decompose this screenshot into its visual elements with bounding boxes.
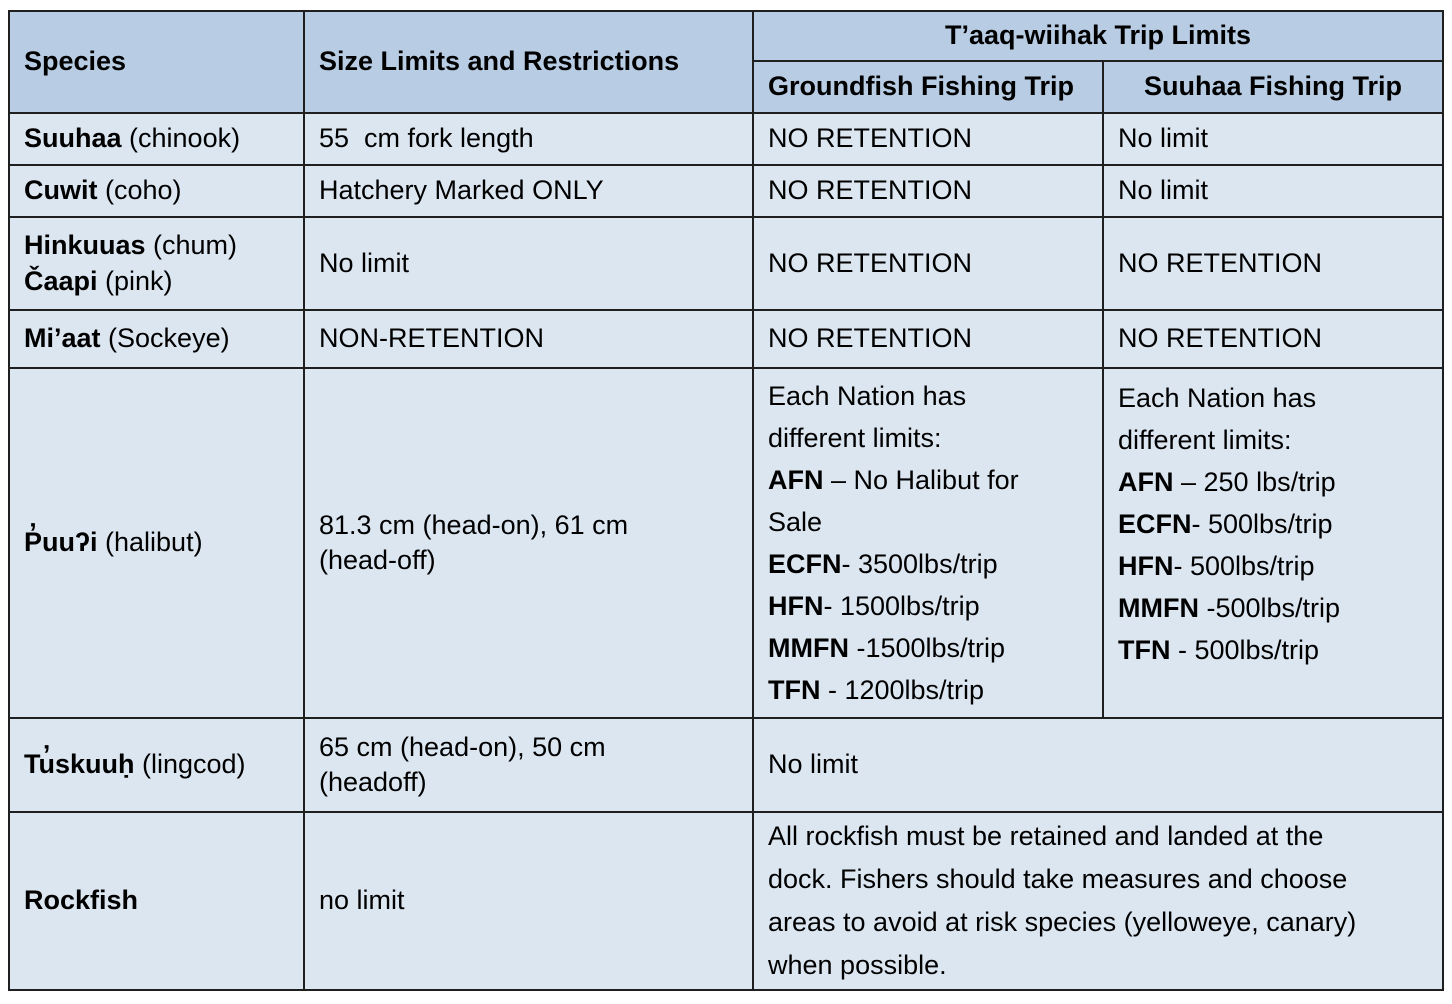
- trip-limits-table: [8, 10, 1444, 991]
- size-cell-rockfish: no limit: [304, 812, 753, 990]
- size-cell-chum-pink: No limit: [304, 217, 753, 310]
- nation-limit-tfn: [1118, 629, 1428, 671]
- nation-limit-text: – 250 lbs/trip: [1173, 467, 1336, 497]
- size-line: 81.3 cm (head-on), 61 cm: [319, 509, 629, 540]
- groundfish-cell-chinook: NO RETENTION: [753, 113, 1103, 165]
- species-name: P̓uuʔi: [24, 527, 98, 558]
- nation-limit-ecfn: [768, 543, 1088, 585]
- suuhaa-cell-chum-pink: NO RETENTION: [1103, 217, 1443, 310]
- nation-limit-ecfn: [1118, 503, 1428, 545]
- table-row-chum-pink: [9, 217, 1443, 310]
- species-common-name: (coho): [97, 175, 182, 206]
- nation-code: ECFN: [768, 549, 842, 579]
- nation-intro-line: different limits:: [768, 423, 942, 453]
- nation-code: AFN: [768, 465, 824, 495]
- header-suuhaa-trip: Suuhaa Fishing Trip: [1103, 61, 1443, 113]
- nation-limit-mmfn: [768, 627, 1088, 669]
- nation-limit-afn: [1118, 461, 1428, 503]
- table-row-rockfish: [9, 812, 1443, 990]
- header-trip-limits: T’aaq-wiihak Trip Limits: [753, 11, 1443, 61]
- rockfish-note-line: when possible.: [768, 950, 947, 980]
- nation-limit-text: – No Halibut for: [823, 465, 1019, 495]
- table-row-sockeye: [9, 310, 1443, 368]
- species-name: Tu̓skuuḥ: [24, 749, 135, 780]
- trip-cell-lingcod: No limit: [753, 718, 1443, 812]
- groundfish-cell-sockeye: NO RETENTION: [753, 310, 1103, 368]
- species-cell-lingcod: [9, 718, 304, 812]
- size-line: (head-off): [319, 545, 436, 575]
- nation-limit-tfn: [768, 669, 1088, 711]
- header-species: Species: [9, 11, 304, 113]
- suuhaa-cell-coho: No limit: [1103, 165, 1443, 217]
- header-groundfish-trip: Groundfish Fishing Trip: [753, 61, 1103, 113]
- nation-intro-line: Each Nation has: [768, 381, 967, 411]
- nation-limit-hfn: [768, 585, 1088, 627]
- species-common-name: (chinook): [121, 123, 241, 154]
- rockfish-note-line: dock. Fishers should take measures and choose: [768, 864, 1348, 894]
- species-name: Rockfish: [24, 885, 139, 916]
- nation-code: HFN: [768, 591, 824, 621]
- nation-code: TFN: [768, 675, 821, 705]
- groundfish-cell-coho: NO RETENTION: [753, 165, 1103, 217]
- size-cell-lingcod: [304, 718, 753, 812]
- species-cell-chum-pink: [9, 217, 304, 310]
- nation-limit-text: -500lbs/trip: [1198, 593, 1341, 623]
- size-cell-chinook: 55 cm fork length: [304, 113, 753, 165]
- species-cell-halibut: [9, 368, 304, 718]
- species-name: Cuwit: [24, 175, 98, 206]
- nation-code: HFN: [1118, 551, 1174, 581]
- species-common-name: (chum): [145, 230, 238, 261]
- suuhaa-cell-sockeye: NO RETENTION: [1103, 310, 1443, 368]
- species-cell-rockfish: [9, 812, 304, 990]
- table-row-coho: [9, 165, 1443, 217]
- table-row-chinook: [9, 113, 1443, 165]
- table-row-lingcod: [9, 718, 1443, 812]
- species-cell-chinook: [9, 113, 304, 165]
- size-cell-coho: Hatchery Marked ONLY: [304, 165, 753, 217]
- nation-limit-hfn: [1118, 545, 1428, 587]
- nation-limit-afn: [768, 459, 1088, 501]
- size-line: (headoff): [319, 767, 427, 797]
- table-row-halibut: [9, 368, 1443, 718]
- nation-code: MMFN: [1118, 593, 1199, 623]
- nation-limit-text: - 3500lbs/trip: [841, 549, 998, 579]
- groundfish-cell-chum-pink: NO RETENTION: [753, 217, 1103, 310]
- groundfish-cell-halibut: [753, 368, 1103, 718]
- suuhaa-cell-chinook: No limit: [1103, 113, 1443, 165]
- species-line-pink: [24, 264, 289, 299]
- nation-code: MMFN: [768, 633, 849, 663]
- nation-limit-text: - 500lbs/trip: [1191, 509, 1333, 539]
- nation-limit-afn-cont: Sale: [768, 507, 823, 537]
- nation-limit-text: - 1200lbs/trip: [820, 675, 985, 705]
- nation-limit-text: - 500lbs/trip: [1173, 551, 1315, 581]
- species-common-name: (Sockeye): [100, 323, 230, 354]
- nation-intro-line: Each Nation has: [1118, 383, 1317, 413]
- rockfish-note-line: areas to avoid at risk species (yelloweye, canary): [768, 907, 1357, 937]
- nation-limit-text: - 1500lbs/trip: [823, 591, 980, 621]
- nation-intro-line: different limits:: [1118, 425, 1292, 455]
- trip-cell-rockfish: [753, 812, 1443, 990]
- species-common-name: (lingcod): [134, 749, 246, 780]
- species-cell-sockeye: [9, 310, 304, 368]
- nation-code: TFN: [1118, 635, 1171, 665]
- species-cell-coho: [9, 165, 304, 217]
- nation-limit-mmfn: [1118, 587, 1428, 629]
- size-cell-sockeye: NON-RETENTION: [304, 310, 753, 368]
- nation-limit-text: -1500lbs/trip: [848, 633, 1006, 663]
- size-cell-halibut: [304, 368, 753, 718]
- nation-code: ECFN: [1118, 509, 1192, 539]
- species-name: Suuhaa: [24, 123, 122, 154]
- header-size-limits: Size Limits and Restrictions: [304, 11, 753, 113]
- rockfish-note-line: All rockfish must be retained and landed at the: [768, 821, 1324, 851]
- suuhaa-cell-halibut: [1103, 368, 1443, 718]
- header-row-top: [9, 11, 1443, 61]
- species-common-name: (pink): [97, 265, 173, 296]
- species-line-chum: [24, 228, 289, 263]
- species-name: Hinkuuas: [24, 230, 146, 261]
- species-common-name: (halibut): [97, 527, 203, 558]
- species-name: Mi’aat: [24, 323, 101, 354]
- nation-limit-text: - 500lbs/trip: [1170, 635, 1320, 665]
- size-line: 65 cm (head-on), 50 cm: [319, 731, 606, 762]
- species-name: Čaapi: [24, 265, 98, 296]
- nation-code: AFN: [1118, 467, 1174, 497]
